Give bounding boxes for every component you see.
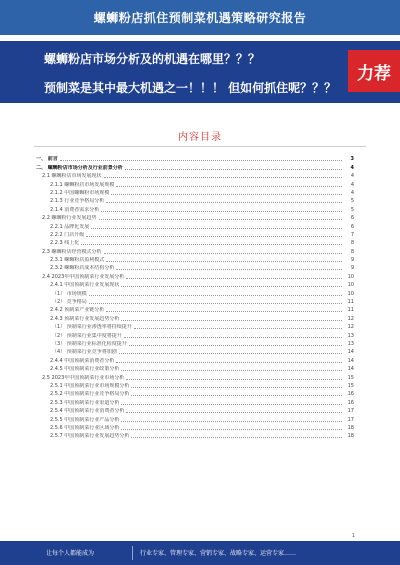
toc-entry-label: 2.5.2 中国预制菜行业竞争格局分析 [50,391,130,398]
toc-entry[interactable] [36,414,354,422]
toc-entry-page: 5 [350,206,354,213]
footer-divider [132,546,133,560]
toc-entry[interactable] [36,188,354,196]
toc-entry[interactable] [36,355,354,363]
toc-leader-dots [116,269,342,270]
toc-entry-label: 2.5.3 中国预制菜行业渠道分析 [50,399,120,406]
toc-entry[interactable] [36,364,354,372]
toc-leader-dots [81,244,342,245]
banner-subheadline: 预制菜是其中最大机遇之一！！！ 但如何抓住呢？？？ [44,81,337,95]
toc-entry-page: 8 [350,240,354,247]
toc-entry-page: 8 [350,248,354,255]
toc-entry-label: 2.4.3 预制菜行业发展趋势分析 [50,315,120,322]
toc-entry[interactable] [36,423,354,431]
report-title: 螺蛳粉店抓住预制菜机遇策略研究报告 [93,11,307,25]
toc-entry-page: 15 [347,382,354,389]
toc-entry[interactable] [36,171,354,179]
toc-entry-page: 13 [347,340,354,347]
toc-entry[interactable] [36,213,354,221]
toc-entry-label: 2.4.1 中国预制菜行业发展现状 [50,282,120,289]
toc-entry[interactable] [36,162,354,170]
toc-entry[interactable] [36,196,354,204]
toc-entry-page: 11 [347,299,354,306]
toc-entry[interactable] [36,406,354,414]
toc-leader-dots [116,186,342,187]
toc-leader-dots [106,261,342,262]
toc-entry-page: 12 [347,315,354,322]
toc-leader-dots [106,202,342,203]
toc-leader-dots [121,404,342,405]
toc-entry-label: 2.3.1 螺蛳粉店盈利模式 [50,257,105,264]
toc-entry-label: （1） 预制菜行业渗透率将持续提升 [52,324,132,331]
toc-entry-page: 4 [350,173,354,180]
toc-entry[interactable] [36,347,354,355]
toc-leader-dots [60,160,342,161]
toc-entry-page: 16 [347,391,354,398]
toc-entry-label: （3） 预制菜行业标准化程度提升 [52,340,127,347]
toc-entry-page: 10 [347,290,354,297]
toc-leader-dots [119,353,342,354]
toc-entry-page: 5 [350,198,354,205]
toc-entry-page: 18 [347,433,354,440]
toc-entry-label: 2.3 螺蛳粉店经营模式分析 [42,248,102,255]
toc-leader-dots [126,278,342,279]
footer-slogan: 让每个人都能成为 [46,550,95,557]
toc-leader-dots [111,194,342,195]
toc-entry[interactable] [36,389,354,397]
toc-entry[interactable] [36,339,354,347]
toc-entry[interactable] [36,271,354,279]
toc-entry-label: （4） 预制菜行业竞争将加剧 [52,349,117,356]
toc-entry-page: 9 [350,257,354,264]
toc-leader-dots [104,177,342,178]
toc-entry-page: 15 [347,374,354,381]
toc-leader-dots [121,370,342,371]
toc-entry-label: 2.3.2 螺蛳粉店成本结构分析 [50,265,115,272]
toc-entry-label: 2.5.1 中国预制菜行业市场规模分析 [50,382,130,389]
toc-entry-page: 3 [350,156,354,163]
toc-leader-dots [129,345,342,346]
toc-entry[interactable] [36,230,354,238]
toc-leader-dots [89,303,342,304]
toc-entry[interactable] [36,179,354,187]
toc-leader-dots [121,421,342,422]
toc-entry-page: 4 [350,164,354,171]
toc-entry-label: 2.5 2023年中国预制菜行业市场分析 [42,374,125,381]
toc-entry-label: 2.4.5 中国预制菜行业政策分析 [50,366,120,373]
toc-entry-page: 7 [350,231,354,238]
toc-entry-page: 9 [350,265,354,272]
toc-entry-page: 14 [347,366,354,373]
toc-entry-label: 2.2.2 门店升级 [50,231,85,238]
toc-entry-page: 16 [347,399,354,406]
toc-entry-page: 6 [350,215,354,222]
toc-entry[interactable] [36,297,354,305]
toc-leader-dots [134,328,342,329]
toc-entry[interactable] [36,397,354,405]
toc-leader-dots [99,219,342,220]
toc-entry[interactable] [36,263,354,271]
toc-entry[interactable] [36,322,354,330]
toc-leader-dots [121,320,342,321]
toc-entry-page: 13 [347,332,354,339]
toc-entry-label: 2.5.7 中国预制菜行业发展趋势分析 [50,433,130,440]
toc-entry-label: 2.1.4 消费者需求分析 [50,206,100,213]
toc-leader-dots [121,429,342,430]
toc-entry-label: 2.5.5 中国预制菜行业产品分析 [50,416,120,423]
toc-leader-dots [131,437,342,438]
table-of-contents [36,154,354,439]
toc-entry-page: 17 [347,416,354,423]
toc-leader-dots [116,362,342,363]
toc-entry[interactable] [36,313,354,321]
toc-entry-label: 2.2 螺蛳粉行业发展趋势 [42,215,97,222]
toc-leader-dots [125,169,342,170]
toc-entry-page: 11 [347,307,354,314]
toc-entry-label: 2.1.3 行业竞争格局分析 [50,198,105,205]
toc-entry-page: 4 [350,181,354,188]
recommend-badge: 力荐 [348,50,400,92]
toc-entry-label: 2.5.6 中国预制菜行业区域分析 [50,424,120,431]
page-number: 1 [351,533,355,539]
toc-entry[interactable] [36,246,354,254]
toc-entry[interactable] [36,255,354,263]
toc-entry-label: （1） 市场规模 [52,290,87,297]
toc-entry-page: 10 [347,273,354,280]
toc-entry-page: 14 [347,357,354,364]
toc-leader-dots [126,379,342,380]
toc-entry-page: 14 [347,349,354,356]
toc-entry-page: 18 [347,424,354,431]
toc-leader-dots [91,228,342,229]
toc-leader-dots [86,236,342,237]
toc-entry-page: 10 [347,282,354,289]
toc-leader-dots [124,337,342,338]
toc-leader-dots [106,311,342,312]
toc-leader-dots [131,387,342,388]
toc-entry[interactable] [36,330,354,338]
toc-entry-label: 2.1.2 中国螺蛳粉市场规模 [50,189,110,196]
toc-entry-label: 二、 螺蛳粉店市场分析及行业前景分析 [36,164,123,171]
toc-entry-page: 17 [347,408,354,415]
toc-entry[interactable] [36,305,354,313]
toc-entry[interactable] [36,372,354,380]
toc-entry-page: 12 [347,324,354,331]
toc-leader-dots [89,295,342,296]
toc-entry[interactable] [36,381,354,389]
toc-entry-label: 2.2.1 品牌化发展 [50,223,90,230]
toc-entry-label: 2.1 螺蛳粉店市场发展现状 [42,173,102,180]
toc-leader-dots [104,253,342,254]
toc-leader-dots [131,395,342,396]
toc-entry-label: （2） 竞争格局 [52,299,87,306]
toc-entry-label: 2.5.4 中国预制菜行业消费者分析 [50,408,125,415]
toc-leader-dots [121,286,342,287]
toc-entry[interactable] [36,280,354,288]
toc-entry-label: 一、 前言 [36,156,58,163]
toc-entry-label: 2.4.2 预制菜产业链分析 [50,307,105,314]
toc-leader-dots [101,211,342,212]
toc-entry-label: 2.4 2023年中国预制菜行业发展分析 [42,273,125,280]
toc-entry-page: 4 [350,189,354,196]
toc-leader-dots [126,412,342,413]
footer-expert-list: 行业专家、管理专家、营销专家、战略专家、运营专家…… [140,550,297,557]
toc-entry[interactable] [36,238,354,246]
toc-title: 内容目录 [178,132,222,143]
toc-entry[interactable] [36,154,354,162]
toc-entry[interactable] [36,431,354,439]
toc-entry[interactable] [36,288,354,296]
toc-entry-label: 2.1.1 螺蛳粉店市场发展规模 [50,181,115,188]
toc-entry[interactable] [36,204,354,212]
toc-divider [34,146,366,147]
toc-entry-page: 6 [350,223,354,230]
banner-headline: 螺蛳粉店市场分析及的机遇在哪里？？？ [44,52,261,66]
toc-entry-label: 2.4.4 中国预制菜消费者分析 [50,357,115,364]
toc-entry-label: 2.2.3 线上化 [50,240,80,247]
toc-entry-label: （2） 预制菜行业集中度将提升 [52,332,122,339]
toc-entry[interactable] [36,221,354,229]
